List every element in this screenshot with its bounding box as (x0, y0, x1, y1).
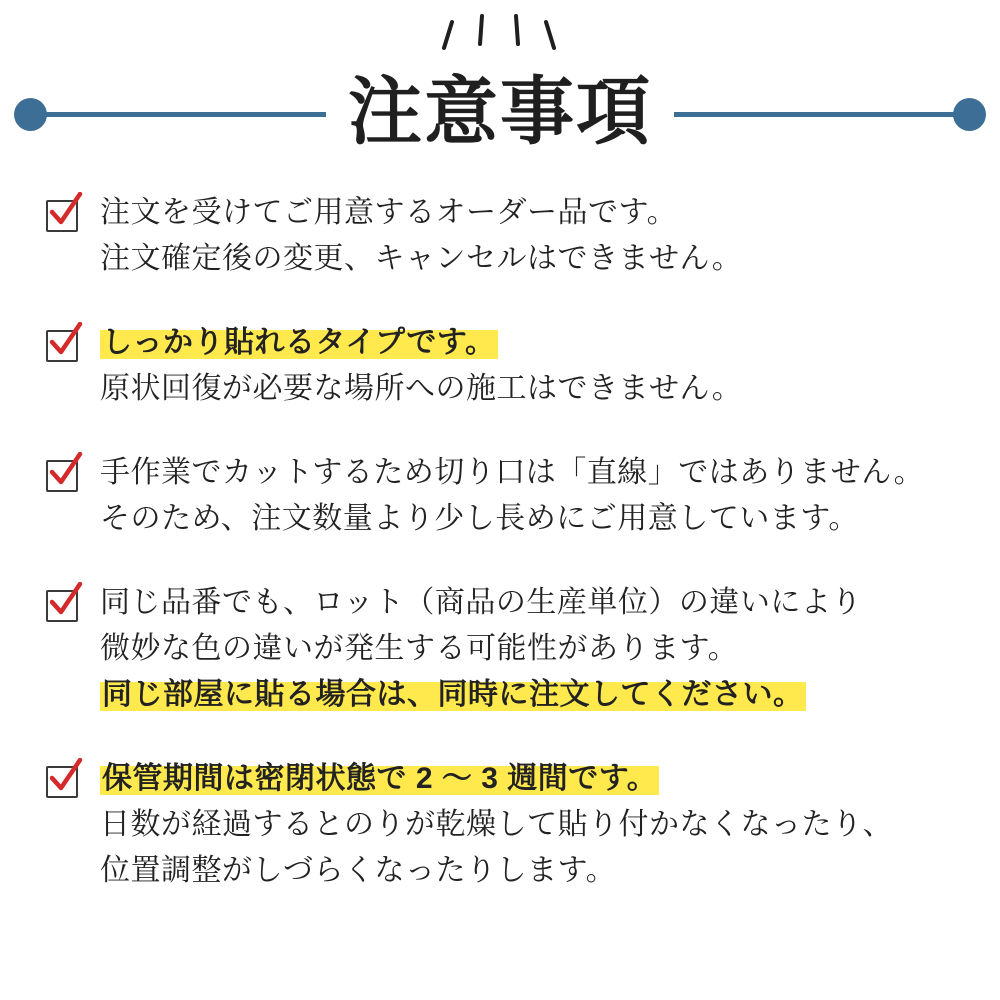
note-line: 原状回復が必要な場所への施工はできません。 (100, 372, 743, 405)
page-header (0, 0, 1000, 190)
note-text (100, 450, 1000, 542)
note-text (100, 756, 1000, 894)
list-item (44, 756, 1000, 894)
note-line (100, 672, 1000, 718)
highlighted-text: しっかり貼れるタイプです。 (102, 326, 496, 359)
checkbox-checked-icon (44, 326, 82, 364)
list-item (44, 320, 1000, 412)
note-text (100, 580, 1000, 718)
highlighted-text: 同じ部屋に貼る場合は、同時に注文してください。 (102, 678, 804, 711)
note-text (100, 190, 1000, 282)
note-line: 注文確定後の変更、キャンセルはできません。 (100, 242, 743, 275)
note-line (100, 756, 1000, 802)
note-line: 手作業でカットするため切り口は「直線」ではありません。 (100, 456, 925, 489)
note-line: 日数が経過するとのりが乾燥して貼り付かなくなったり、 (100, 808, 893, 841)
notice-list (0, 190, 1000, 894)
list-item (44, 580, 1000, 718)
sparkle-lines-icon (0, 14, 1000, 66)
checkbox-checked-icon (44, 762, 82, 800)
checkbox-checked-icon (44, 196, 82, 234)
header-dot-right (953, 98, 986, 131)
note-line: 微妙な色の違いが発生する可能性があります。 (100, 632, 739, 665)
checkbox-checked-icon (44, 586, 82, 624)
note-line (100, 320, 1000, 366)
note-line: 位置調整がしづらくなったりします。 (100, 854, 617, 887)
page-title: 注意事項 (348, 70, 652, 153)
note-line: そのため、注文数量より少し長めにご用意しています。 (100, 502, 859, 535)
list-item (44, 190, 1000, 282)
note-line: 注文を受けてご用意するオーダー品です。 (100, 196, 678, 229)
checkbox-checked-icon (44, 456, 82, 494)
note-text (100, 320, 1000, 412)
list-item (44, 450, 1000, 542)
note-line: 同じ品番でも、ロット（商品の生産単位）の違いにより (100, 586, 862, 619)
header-rule-right (674, 112, 964, 117)
highlighted-text: 保管期間は密閉状態で 2 〜 3 週間です。 (102, 762, 658, 795)
